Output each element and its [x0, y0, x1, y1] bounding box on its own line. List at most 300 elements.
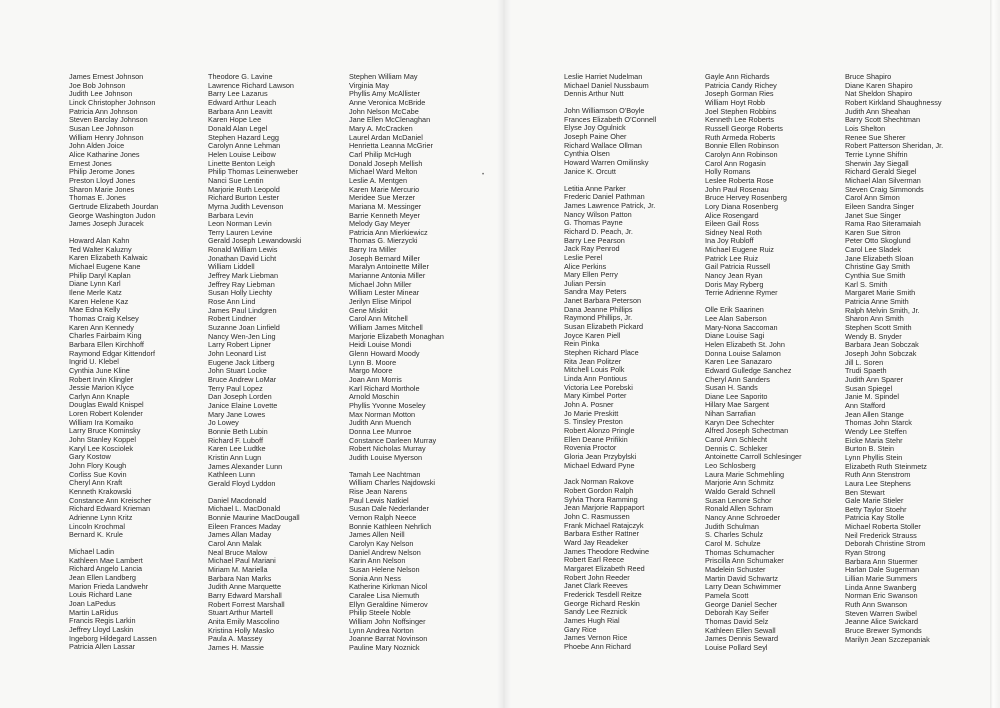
name-entry: Kathleen Mae Lambert	[69, 555, 143, 565]
name-entry: Leslie Perel	[564, 252, 603, 262]
name-entry: Tamah Lee Nachtman	[349, 469, 421, 479]
name-entry: Constance Ann Kreischer	[69, 495, 152, 505]
name-entry: Mitchell Louis Polk	[564, 365, 625, 375]
name-entry: Kenneth Krakowski	[69, 487, 132, 497]
name-entry: Michael Daniel Nussbaum	[564, 80, 649, 90]
name-entry: Donna Louise Salamon	[705, 348, 781, 358]
name-entry: Rose Ann Lind	[208, 297, 256, 307]
name-entry: Barbara Ann Leavitt	[208, 106, 273, 116]
name-entry: Steven Craig Simmonds	[845, 184, 924, 194]
name-entry: James Joseph Juracek	[69, 219, 144, 229]
name-entry: Karen Ann Kennedy	[69, 322, 134, 332]
name-entry: Nancy Jean Ryan	[705, 271, 763, 281]
name-entry: Karl S. Smith	[845, 279, 888, 289]
name-entry: Thomas Craig Kelsey	[69, 313, 139, 323]
name-entry: Laura Marie Schmehling	[705, 469, 785, 479]
name-entry: Adrienne Lynn Kritz	[69, 513, 133, 522]
name-entry: Theodore G. Lavine	[208, 73, 273, 81]
name-entry: Barbara Ann Stuermer	[845, 556, 918, 566]
name-entry: Glenn Howard Moody	[349, 349, 420, 358]
name-entry: Henrietta Leanna McGrier	[349, 141, 433, 151]
name-entry: Larry Robert Lipner	[208, 340, 271, 350]
name-entry: Loren Robert Kolender	[69, 409, 143, 419]
name-group	[564, 478, 714, 651]
name-entry: Linette Benton Leigh	[208, 158, 275, 168]
name-entry: Leo Schlosberg	[705, 461, 756, 471]
name-entry: Kathleen Ellen Sewall	[705, 625, 776, 635]
name-entry: Ingeborg Hildegard Lassen	[69, 633, 157, 643]
name-entry: Karin Ann Nelson	[349, 556, 406, 566]
name-entry: Ward Jay Readeker	[564, 538, 629, 548]
name-entry: Marjorie Ann Schmitz	[705, 478, 774, 488]
name-entry: Michael Ward Melton	[349, 167, 418, 177]
name-column-5	[705, 73, 855, 661]
name-entry: Lillian Marie Summers	[845, 574, 918, 584]
name-entry: Robert Gordon Ralph	[564, 486, 634, 496]
name-entry: Ingrid U. Klebel	[69, 357, 119, 367]
name-entry: William Ira Komaiko	[69, 417, 134, 427]
name-entry: Terry Paul Lopez	[208, 383, 263, 393]
name-entry: Kristina Holly Masko	[208, 625, 275, 635]
name-entry: Bruce Shapiro	[845, 73, 892, 81]
name-entry: Deborah Kay Seifer	[705, 608, 769, 618]
name-entry: Hillary Mae Sargent	[705, 400, 770, 410]
name-entry: Terrie Lynne Shifrin	[845, 149, 908, 159]
name-entry: William John Noffsinger	[349, 616, 426, 626]
name-entry: Leslee Roberta Rose	[705, 175, 774, 185]
name-entry: Caralee Lisa Niemuth	[349, 590, 420, 600]
name-entry: Julian Persin	[564, 278, 606, 288]
name-entry: Holly Romans	[705, 167, 751, 177]
name-entry: Cynthia Olsen	[564, 149, 610, 159]
name-entry: Karen Helene Kaz	[69, 296, 129, 306]
name-entry: Robert Earl Reece	[564, 555, 625, 565]
name-entry: Gayle Ann Richards	[705, 73, 770, 81]
name-entry: Phoebe Ann Richard	[564, 641, 631, 651]
name-entry: Michael Eugene Ruiz	[705, 245, 774, 255]
name-entry: Dennis Arthur Nutt	[564, 89, 624, 99]
name-entry: Alice Rosengard	[705, 210, 759, 220]
name-entry: Leslie Harriet Nudelman	[564, 73, 643, 81]
name-entry: Ronald William Lewis	[208, 245, 278, 255]
name-entry: Louis Richard Lane	[69, 590, 132, 600]
name-entry: Stephen Scott Smith	[845, 323, 912, 333]
name-entry: Thomas G. Mierzycki	[349, 236, 418, 246]
name-group	[69, 548, 219, 652]
name-entry: Stephen Hazard Legg	[208, 132, 279, 142]
name-entry: Karen Marie Mercurio	[349, 184, 420, 194]
name-entry: Michael L. MacDonald	[208, 504, 281, 514]
name-entry: Olle Erik Saarinen	[705, 305, 764, 315]
name-entry: Bernard K. Krule	[69, 530, 123, 540]
name-entry: Margaret Marie Smith	[845, 288, 916, 298]
name-entry: Robert John Reeder	[564, 572, 630, 582]
name-entry: Joe Bob Johnson	[69, 80, 126, 90]
name-entry: Lincoln Krochmal	[69, 521, 125, 531]
name-entry: Paul Lewis Natkiel	[349, 495, 409, 505]
name-entry: Karl Richard Morthole	[349, 383, 420, 393]
name-group	[564, 107, 714, 176]
name-entry: Joseph John Sobczak	[845, 349, 917, 358]
name-entry: Neal Bruce Malow	[208, 547, 268, 557]
name-entry: Thomas John Starck	[845, 418, 912, 428]
name-group	[349, 471, 499, 653]
name-entry: Pamela Scott	[705, 590, 749, 600]
name-entry: Lois Shelton	[845, 123, 886, 133]
name-entry: Jean Ellen Landberg	[69, 573, 136, 583]
name-entry: Rise Jean Narens	[349, 487, 407, 497]
name-entry: Suzanne Joan Linfield	[208, 323, 280, 333]
name-entry: Wendy Lee Steffen	[845, 426, 907, 436]
name-entry: Joseph Paine Oher	[564, 132, 627, 142]
name-entry: Ilene Merle Katz	[69, 287, 122, 297]
name-entry: Phyllis Yvonne Moseley	[349, 400, 426, 410]
name-entry: John C. Rasmussen	[564, 512, 630, 522]
name-group	[845, 73, 995, 644]
name-entry: Eileen Gail Ross	[705, 219, 759, 229]
name-entry: Waldo Gerald Schnell	[705, 487, 776, 497]
name-entry: Barry Lee Lazarus	[208, 89, 268, 99]
name-entry: Jessie Marion Klyce	[69, 383, 134, 393]
name-entry: Helen Elizabeth St. John	[705, 339, 785, 349]
name-entry: Eileen Sandra Singer	[845, 201, 914, 211]
name-entry: Russell George Roberts	[705, 123, 783, 133]
name-entry: Carol Ann Malak	[208, 538, 262, 548]
name-entry: Norman Eric Swanson	[845, 591, 918, 601]
name-entry: Susan Elizabeth Pickard	[564, 322, 644, 332]
name-entry: Ben Stewart	[845, 487, 885, 497]
name-entry: Richard Angelo Lancia	[69, 564, 143, 574]
name-entry: Lee Alan Saberson	[705, 313, 767, 323]
name-entry: Lynn Andrea Norton	[349, 625, 414, 635]
name-entry: James Dennis Seward	[705, 634, 779, 644]
name-entry: Michael John Miller	[349, 279, 412, 289]
name-entry: Dennis C. Schleker	[705, 443, 768, 453]
name-entry: Elyse Joy Ogulnick	[564, 123, 626, 133]
name-entry: Ryan Strong	[845, 548, 886, 558]
name-group	[208, 497, 358, 653]
name-entry: Linda Anne Swanberg	[845, 582, 917, 592]
name-entry: Patricia Allen Lassar	[69, 642, 136, 652]
name-entry: Mae Edna Kelly	[69, 305, 121, 315]
name-entry: Janet Clark Reeves	[564, 581, 628, 591]
name-column-1	[69, 73, 219, 660]
name-entry: Raymond Phillips, Jr.	[564, 313, 633, 323]
name-column-3	[349, 73, 499, 661]
name-entry: Lawrence Richard Lawson	[208, 80, 294, 90]
name-entry: Jo Lowey	[208, 418, 239, 428]
name-entry: William Lester Minear	[349, 288, 420, 298]
name-entry: Robert Forrest Marshall	[208, 599, 285, 609]
name-entry: Jane Elizabeth Sloan	[845, 253, 914, 263]
name-entry: John Stuart Locke	[208, 366, 267, 376]
name-entry: Meridee Sue Merzer	[349, 193, 416, 203]
name-entry: Donald Joseph Mellish	[349, 158, 423, 168]
name-entry: Letitia Anne Parker	[564, 183, 626, 193]
name-entry: Robert Lindner	[208, 314, 257, 324]
name-entry: Martin David Schwartz	[705, 573, 778, 583]
name-entry: Joan Ann Morris	[349, 374, 402, 384]
name-entry: Nanci Sue Lentin	[208, 175, 264, 185]
name-entry: Nancy Wilson Patton	[564, 209, 632, 219]
name-entry: Christine Gay Smith	[845, 262, 910, 272]
name-entry: S. Tinsley Preston	[564, 417, 623, 427]
name-entry: Steven Barclay Johnson	[69, 115, 148, 125]
name-column-2	[208, 73, 358, 661]
name-group	[69, 237, 219, 540]
name-entry: Barbara Ellen Kirchhoff	[69, 339, 144, 349]
name-entry: Bonnie Maurine MacDougall	[208, 513, 300, 522]
name-entry: John Nelson McCabe	[349, 106, 419, 116]
name-entry: Gene Miskit	[349, 305, 388, 315]
name-entry: Richard F. Luboff	[208, 435, 264, 445]
name-entry: Judith Ann Sheahan	[845, 106, 911, 116]
name-entry: Susan Lee Johnson	[69, 123, 134, 133]
name-entry: Katherine Kirkman Nicol	[349, 582, 428, 592]
name-entry: Janet Sue Singer	[845, 210, 901, 220]
name-entry: Terrie Adrienne Rymer	[705, 288, 778, 298]
name-entry: Karen Lee Ludtke	[208, 444, 266, 454]
name-entry: John Paul Rosenau	[705, 184, 769, 194]
name-entry: Edward Arthur Leach	[208, 97, 277, 107]
name-entry: Nancy Wen-Jen Ling	[208, 331, 276, 341]
name-entry: Eileen Frances Maday	[208, 521, 281, 531]
name-entry: Rovenia Proctor	[564, 443, 617, 453]
name-entry: Laurel Ardan McDaniel	[349, 132, 423, 142]
name-entry: Miriam M. Mariella	[208, 564, 268, 574]
name-entry: Bonnie Beth Lubin	[208, 426, 268, 436]
name-entry: Cheryl Ann Sanders	[705, 374, 770, 384]
name-entry: James Lawrence Patrick, Jr.	[564, 200, 656, 210]
name-entry: Patricia Kay Stolle	[845, 513, 905, 523]
name-entry: Carlyn Ann Knaple	[69, 391, 130, 401]
name-entry: Frederic Daniel Pathman	[564, 192, 645, 202]
name-entry: Ronald Allen Schram	[705, 504, 774, 514]
name-entry: Elizabeth Ruth Steinmetz	[845, 461, 927, 471]
name-entry: Jack Norman Rakove	[564, 477, 634, 487]
name-entry: Janie M. Spindel	[845, 392, 899, 402]
name-entry: Jonathan David Licht	[208, 253, 277, 263]
name-entry: Mariana M. Messinger	[349, 201, 422, 211]
name-entry: John Williamson O'Boyle	[564, 106, 645, 116]
name-entry: Joel Stephen Robbins	[705, 106, 777, 116]
name-entry: Ruth Ann Swanson	[845, 600, 908, 610]
name-entry: Lory Diana Rosenberg	[705, 201, 779, 211]
name-entry: George Washington Judon	[69, 210, 156, 220]
name-entry: Karen Sue Sitron	[845, 227, 901, 237]
name-entry: Heidi Louise Mondi	[349, 340, 412, 350]
name-entry: Judith Anne Marquette	[208, 582, 282, 592]
name-entry: James H. Massie	[208, 642, 264, 652]
name-entry: Joyce Karen Piell	[564, 330, 621, 340]
name-entry: Eugene Jack Litberg	[208, 357, 275, 367]
name-entry: Phyllis Amy McAllister	[349, 89, 420, 99]
name-entry: Ted Walter Kaluzny	[69, 244, 132, 254]
name-entry: Edward Gulledge Sanchez	[705, 365, 792, 375]
name-entry: Stuart Arthur Martell	[208, 608, 273, 618]
name-entry: Dana Jeanne Phillips	[564, 304, 633, 314]
name-entry: Jean Allen Stange	[845, 409, 904, 419]
name-entry: Martin LaRidus	[69, 607, 119, 617]
name-entry: Gail Patricia Russell	[705, 262, 771, 272]
name-entry: Larry Bruce Kominsky	[69, 426, 141, 436]
name-entry: Constance Darleen Murray	[349, 435, 437, 445]
name-entry: Virginia May	[349, 80, 390, 90]
name-entry: Jo Marie Preskitt	[564, 408, 619, 418]
name-entry: Jill L. Soren	[845, 357, 884, 367]
name-entry: Richard D. Peach, Jr.	[564, 226, 633, 236]
name-entry: Michael Alan Silverman	[845, 175, 921, 185]
name-entry: Carolyn Kay Nelson	[349, 538, 414, 548]
name-entry: Wendy B. Snyder	[845, 331, 902, 341]
name-entry: Charles Fairbairn King	[69, 331, 142, 341]
name-entry: Richard Burton Lester	[208, 193, 279, 203]
name-entry: Gerald Floyd Lyddon	[208, 478, 276, 488]
name-entry: Marilyn Jean Szczepaniak	[845, 634, 930, 644]
name-entry: Burton B. Stein	[845, 444, 895, 454]
name-entry: George Daniel Secher	[705, 599, 778, 609]
name-entry: Richard Wallace Ollman	[564, 140, 642, 150]
name-entry: Carol Ann Rogasin	[705, 158, 766, 168]
name-entry: Philip Thomas Leinenweber	[208, 167, 298, 177]
name-entry: Bruce Brewer Symonds	[845, 626, 922, 635]
name-entry: Thomas Schumacher	[705, 547, 775, 557]
name-entry: Lynn Phyllis Stein	[845, 452, 903, 462]
name-entry: Lynn B. Moore	[349, 357, 397, 367]
name-entry: Preston Lloyd Jones	[69, 175, 136, 185]
name-entry: Judith Schulman	[705, 521, 759, 531]
name-entry: Jeffrey Mark Liebman	[208, 271, 279, 281]
name-entry: Robert Irvin Klingler	[69, 374, 134, 384]
name-entry: Carol M. Schulze	[705, 538, 761, 548]
name-entry: Linck Christopher Johnson	[69, 97, 156, 107]
name-entry: Richard Edward Krieman	[69, 504, 151, 514]
name-entry: James Ernest Johnson	[69, 73, 144, 81]
name-entry: Sharon Ann Smith	[845, 314, 904, 324]
name-entry: Joan LaPedus	[69, 599, 116, 609]
name-entry: Marjorie Elizabeth Monaghan	[349, 331, 444, 341]
name-entry: William Liddell	[208, 262, 255, 272]
name-entry: William Henry Johnson	[69, 132, 144, 142]
name-entry: Leslie A. Mentgen	[349, 175, 408, 185]
name-entry: Steven Warren Swibel	[845, 608, 917, 618]
name-entry: Anne Veronica McBride	[349, 97, 426, 107]
name-entry: James Theodore Redwine	[564, 546, 650, 556]
name-entry: Frances Elizabeth O'Connell	[564, 114, 657, 124]
name-entry: Patricia Candy Richey	[705, 80, 777, 90]
name-entry: Kristin Ann Lugn	[208, 452, 262, 462]
name-entry: Susan Lenore Schor	[705, 495, 772, 505]
name-entry: Louise Pollard Seyl	[705, 642, 768, 652]
name-entry: Rama Rao Siteramaiah	[845, 219, 921, 229]
name-entry: Ina Joy Rubloff	[705, 236, 754, 246]
name-group	[69, 73, 219, 229]
name-entry: Ellen Deane Prifikin	[564, 434, 628, 444]
name-entry: James Allen Neill	[349, 530, 405, 540]
name-entry: Carol Ann Schlecht	[705, 435, 768, 445]
name-entry: Cheryl Ann Kraft	[69, 478, 123, 488]
name-entry: Barrie Kenneth Meyer	[349, 210, 420, 220]
name-entry: Harlan Dale Sugerman	[845, 565, 920, 575]
name-entry: Alfred Joseph Schectman	[705, 426, 789, 436]
name-column-4	[564, 73, 714, 660]
name-entry: Nat Sheldon Shapiro	[845, 89, 913, 99]
name-entry: John Stanley Koppel	[69, 435, 136, 445]
name-entry: Alice Perkins	[564, 261, 607, 271]
name-entry: Barry Edward Marshall	[208, 590, 282, 600]
name-entry: Jack Ray Penrod	[564, 244, 620, 254]
name-entry: Madelein Schuster	[705, 564, 766, 574]
name-entry: Jeffrey Ray Liebman	[208, 279, 275, 289]
name-entry: Marjorie Ruth Leopold	[208, 184, 280, 194]
name-entry: Mary Ellen Perry	[564, 270, 618, 280]
name-entry: Carolyn Anne Lehman	[208, 141, 281, 151]
name-entry: Douglas Ewald Knispel	[69, 400, 144, 410]
name-entry: Sharon Marie Jones	[69, 184, 135, 194]
name-entry: Sandy Lee Reznick	[564, 607, 627, 617]
name-entry: Corliss Sue Kovin	[69, 469, 127, 479]
name-entry: Judith Ann Muench	[349, 418, 412, 428]
name-column-6	[845, 73, 995, 653]
name-entry: Betty Taylor Stoehr	[845, 504, 907, 514]
name-entry: Maralyn Antoinette Miller	[349, 262, 429, 272]
name-entry: Nihan Sarrafian	[705, 409, 756, 419]
name-entry: Carol Ann Mitchell	[349, 314, 408, 324]
name-entry: William Charles Najdowski	[349, 478, 435, 488]
name-entry: Robert Nicholas Murray	[349, 444, 426, 454]
name-entry: Joseph Gorman Ries	[705, 89, 774, 99]
name-entry: Gary Rice	[564, 624, 597, 634]
name-entry: Deborah Christine Strom	[845, 539, 926, 549]
name-entry: Howard Warren Omilinsky	[564, 158, 649, 168]
name-entry: Cynthia June Kline	[69, 365, 130, 375]
name-entry: John Flory Kough	[69, 461, 127, 471]
name-entry: Daniel Andrew Nelson	[349, 547, 421, 557]
name-entry: Patricia Ann Johnson	[69, 106, 138, 116]
name-entry: Karyn Dee Schechter	[705, 417, 775, 427]
name-group	[208, 73, 358, 489]
name-entry: G. Thomas Payne	[564, 218, 623, 228]
name-entry: William James Mitchell	[349, 323, 423, 333]
name-entry: Susan H. Sands	[705, 383, 758, 393]
name-entry: Peter Otto Skoglund	[845, 236, 911, 246]
name-entry: Sandra May Peters	[564, 287, 627, 297]
name-entry: Philip Steele Noble	[349, 608, 411, 618]
name-entry: Diane Karen Shapiro	[845, 80, 913, 90]
name-group	[564, 185, 714, 471]
name-entry: Frederick Tesdell Reitze	[564, 589, 642, 599]
name-entry: Karen Elizabeth Kalwaic	[69, 253, 148, 263]
name-entry: Ann Stafford	[845, 400, 886, 410]
name-entry: Mary A. McCracken	[349, 123, 413, 133]
name-entry: Susan Dale Nederlander	[349, 504, 429, 514]
name-entry: Joanne Barrat Novinson	[349, 634, 428, 644]
name-entry: Ellyn Geraldine Nimerov	[349, 599, 428, 609]
name-entry: Max Norman Motton	[349, 409, 416, 419]
name-entry: Margo Moore	[349, 366, 393, 376]
name-entry: Paula A. Massey	[208, 634, 263, 644]
name-entry: Susan Holly Liechty	[208, 288, 273, 298]
name-entry: Howard Alan Kahn	[69, 236, 130, 245]
name-entry: Trudi Spaeth	[845, 366, 887, 376]
name-entry: Rita Jean Politzer	[564, 356, 622, 366]
stray-mark: •	[482, 172, 485, 178]
name-entry: Arnold Moschin	[349, 392, 400, 402]
name-entry: James Allan Maday	[208, 530, 272, 540]
name-entry: Michael Edward Pyne	[564, 460, 635, 470]
name-entry: Terry Lauren Levine	[208, 227, 273, 237]
name-entry: Doris May Ryberg	[705, 279, 764, 289]
